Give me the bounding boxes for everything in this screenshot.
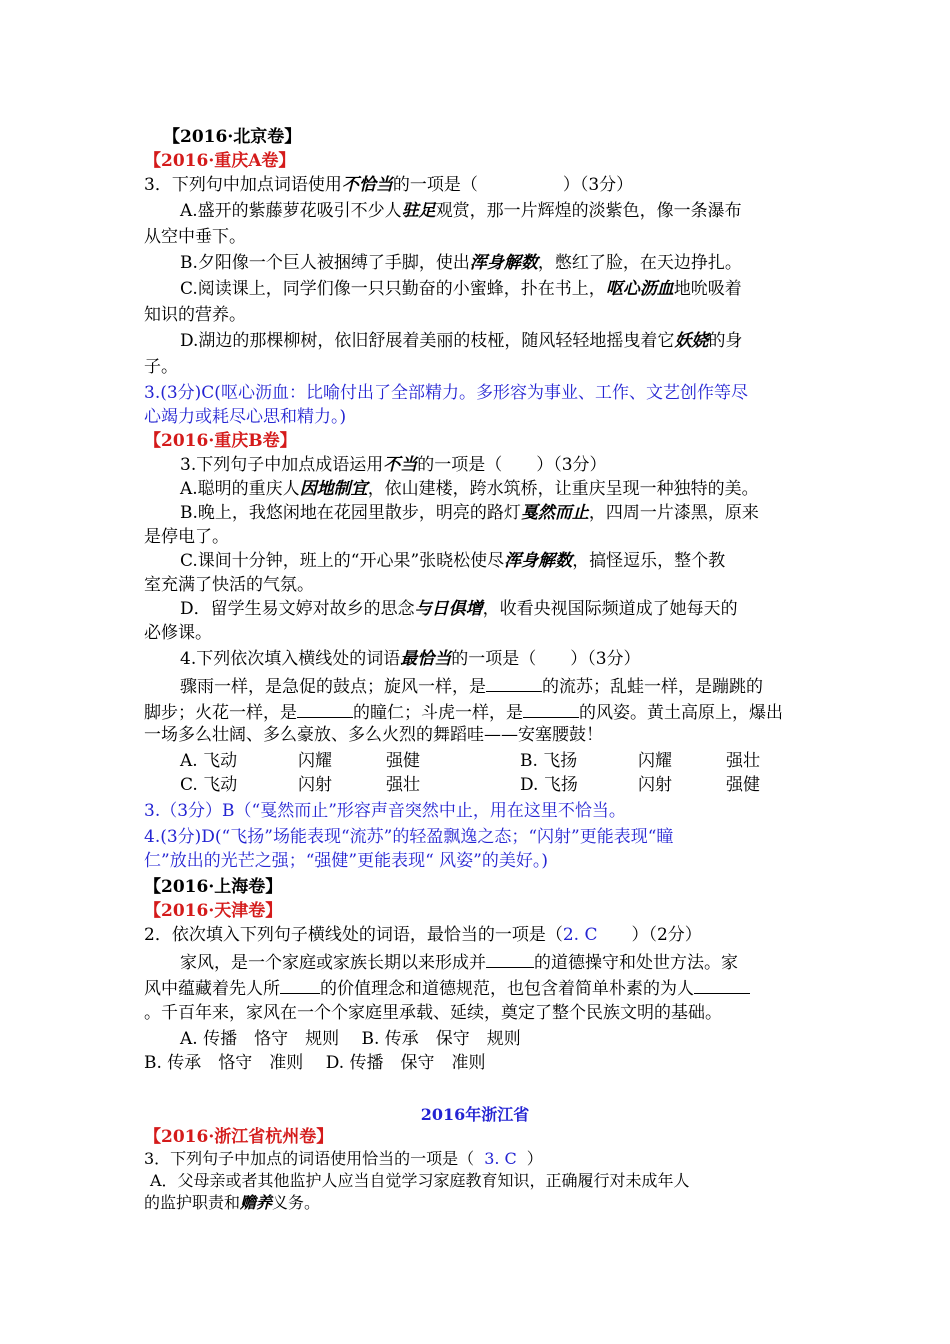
- option-text: 义务。: [272, 1193, 321, 1212]
- answer-line: 心竭力或耗尽心思和精力。): [144, 407, 347, 427]
- emphasized-word: 因地制宜: [299, 479, 368, 499]
- section-heading-shanghai: 【2016·上海卷】: [144, 877, 283, 897]
- option-word: C. 飞动: [180, 775, 238, 795]
- option-text: A.聪明的重庆人: [180, 479, 300, 499]
- answer-line: 3.（3分）B（“戛然而止”形容声音突然中止，用在这里不恰当。: [144, 801, 626, 821]
- option-a-continued: 从空中垂下。: [144, 227, 246, 247]
- fill-blank: [523, 700, 579, 718]
- question-text: [180, 454, 607, 476]
- answer-inline: 2. C: [562, 925, 598, 945]
- question-text: [144, 174, 633, 196]
- fill-blank: [486, 950, 534, 968]
- question-text: [180, 648, 641, 670]
- question-stem-end: 的一项是（ ）（3分）: [417, 455, 607, 475]
- emphasized-word: 不恰当: [341, 175, 393, 195]
- emphasized-word: 不当: [383, 455, 418, 475]
- option-text: C.阅读课上，同学们像一只只勤奋的小蜜蜂，扑在书上，: [180, 279, 606, 299]
- emphasized-word: 与日俱增: [414, 599, 483, 619]
- passage-text: 家风，是一个家庭或家族长期以来形成并: [180, 953, 486, 973]
- section-title-zhejiang: 2016年浙江省: [420, 1105, 530, 1124]
- option-text: B.夕阳像一个巨人被捆缚了手脚，使出: [180, 253, 470, 273]
- option-word: 闪耀: [298, 751, 332, 771]
- option-text: D．留学生易文婷对故乡的思念: [180, 599, 415, 619]
- emphasized-word: 驻足: [401, 201, 436, 221]
- question-text: [144, 1148, 543, 1170]
- answer-line: 3.(3分)C(呕心沥血：比喻付出了全部精力。多形容为事业、工作、文艺创作等尽: [144, 383, 748, 403]
- option-text: 的监护职责和: [144, 1193, 241, 1212]
- option-d-continued: 必修课。: [144, 623, 212, 643]
- option-word: 强壮: [726, 751, 760, 771]
- option-text: D.湖边的那棵柳树，依旧舒展着美丽的枝桠，随风轻轻地摇曳着它: [180, 331, 675, 351]
- option-d-continued: 子。: [144, 357, 178, 377]
- passage-text: 的价值理念和道德规范，也包含着简单朴素的为人: [320, 979, 694, 999]
- option-d: [180, 330, 742, 352]
- option-c: [180, 278, 742, 300]
- option-text: ，依山建楼，跨水筑桥，让重庆呈现一种独特的美。: [367, 479, 759, 499]
- passage-line: 一场多么壮阔、多么豪放、多么火烈的舞蹈哇——安塞腰鼓！: [144, 725, 603, 745]
- option-word: A. 飞动: [180, 751, 238, 771]
- question-stem: 3．下列句中加点词语使用: [144, 175, 342, 195]
- passage-line: [144, 976, 750, 1000]
- option-text: 的身: [708, 331, 743, 351]
- option-text: ，憋红了脸，在天边挣扎。: [537, 253, 742, 273]
- option-text: C.课间十分钟，班上的“开心果”张晓松使尽: [180, 551, 505, 571]
- options-row: A. 传播 恪守 规则 B. 传承 保守 规则: [180, 1029, 521, 1049]
- fill-blank: [280, 976, 320, 994]
- option-text: ，搞怪逗乐，整个教: [572, 551, 726, 571]
- option-b-continued: 是停电了。: [144, 527, 229, 547]
- section-heading-tianjin: 【2016·天津卷】: [144, 901, 283, 921]
- option-b: [180, 252, 742, 274]
- answer-line: 仁”放出的光芒之强；“强健”更能表现“ 风姿”的美好。): [144, 851, 548, 871]
- passage-text: 骤雨一样，是急促的鼓点；旋风一样，是: [180, 677, 486, 697]
- question-stem-end: 的一项是（ ）（3分）: [451, 649, 641, 669]
- option-a: [180, 200, 742, 222]
- option-a-continued: [144, 1192, 320, 1214]
- passage-line: [144, 700, 783, 724]
- option-word: 强健: [386, 751, 420, 771]
- passage-text: 的瞳仁；斗虎一样，是: [353, 703, 523, 723]
- passage-text: 的风姿。黄土高原上，爆出: [579, 703, 783, 723]
- emphasized-word: 浑身解数: [469, 253, 538, 273]
- question-stem: 2．依次填入下列句子横线处的词语，最恰当的一项是（: [144, 925, 563, 945]
- option-word: 闪射: [298, 775, 332, 795]
- option-word: B. 飞扬: [520, 751, 578, 771]
- option-word: 强壮: [386, 775, 420, 795]
- option-text: A.盛开的紫藤萝花吸引不少人: [180, 201, 402, 221]
- section-heading-hangzhou: 【2016·浙江省杭州卷】: [144, 1127, 334, 1147]
- passage-line: [180, 674, 763, 698]
- option-word: 强健: [726, 775, 760, 795]
- emphasized-word: 最恰当: [400, 649, 452, 669]
- question-stem: 3．下列句子中加点的词语使用恰当的一项是（: [144, 1149, 475, 1168]
- question-stem-end: ）: [526, 1149, 543, 1168]
- answer-line: 4.(3分)D(“飞扬”场能表现“流苏”的轻盈飘逸之态；“闪射”更能表现“瞳: [144, 827, 674, 847]
- option-text: B.晚上，我悠闲地在花园里散步，明亮的路灯: [180, 503, 521, 523]
- option-a: A．父母亲或者其他监护人应当自觉学习家庭教育知识，正确履行对未成年人: [150, 1171, 690, 1190]
- fill-blank: [486, 674, 542, 692]
- option-word: 闪射: [638, 775, 672, 795]
- fill-blank: [297, 700, 353, 718]
- emphasized-word: 浑身解数: [504, 551, 573, 571]
- passage-line: [180, 950, 738, 974]
- section-heading-beijing: 【2016·北京卷】: [163, 127, 302, 147]
- question-text: [144, 924, 702, 946]
- answer-inline: 3. C: [484, 1149, 517, 1168]
- option-text: ，四周一片漆黑，原来: [588, 503, 759, 523]
- option-a: [180, 478, 759, 500]
- option-c-continued: 知识的营养。: [144, 305, 246, 325]
- section-heading-chongqing-b: 【2016·重庆B卷】: [144, 431, 297, 451]
- passage-line: 。千百年来，家风在一个个家庭里承载、延续，奠定了整个民族文明的基础。: [144, 1003, 722, 1023]
- question-stem: 3.下列句子中加点成语运用: [180, 455, 384, 475]
- question-stem: 4.下列依次填入横线处的词语: [180, 649, 401, 669]
- options-row: [180, 750, 760, 772]
- passage-text: 的道德操守和处世方法。家: [534, 953, 738, 973]
- option-c: [180, 550, 725, 572]
- option-word: 闪耀: [638, 751, 672, 771]
- option-text: ，收看央视国际频道成了她每天的: [482, 599, 738, 619]
- option-text: 观赏，那一片辉煌的淡紫色，像一条瀑布: [435, 201, 742, 221]
- option-b: [180, 502, 759, 524]
- passage-text: 的流苏；乱蛙一样，是蹦跳的: [542, 677, 763, 697]
- passage-text: 脚步；火花一样，是: [144, 703, 297, 723]
- option-text: 地吮吸着: [673, 279, 742, 299]
- passage-text: 风中蕴藏着先人所: [144, 979, 280, 999]
- option-d: [180, 598, 738, 620]
- section-heading-chongqing-a: 【2016·重庆A卷】: [144, 151, 296, 171]
- options-row: [180, 774, 760, 796]
- emphasized-word: 呕心沥血: [605, 279, 674, 299]
- emphasized-word: 妖娆: [674, 331, 709, 351]
- question-stem-end: ）（2分）: [597, 925, 702, 945]
- question-stem-end: 的一项是（ ）（3分）: [392, 175, 634, 195]
- fill-blank: [694, 976, 750, 994]
- options-row: B. 传承 恪守 准则 D. 传播 保守 准则: [144, 1053, 486, 1073]
- option-word: D. 飞扬: [520, 775, 578, 795]
- option-c-continued: 室充满了快活的气氛。: [144, 575, 314, 595]
- emphasized-word: 赡养: [240, 1193, 273, 1212]
- emphasized-word: 戛然而止: [520, 503, 589, 523]
